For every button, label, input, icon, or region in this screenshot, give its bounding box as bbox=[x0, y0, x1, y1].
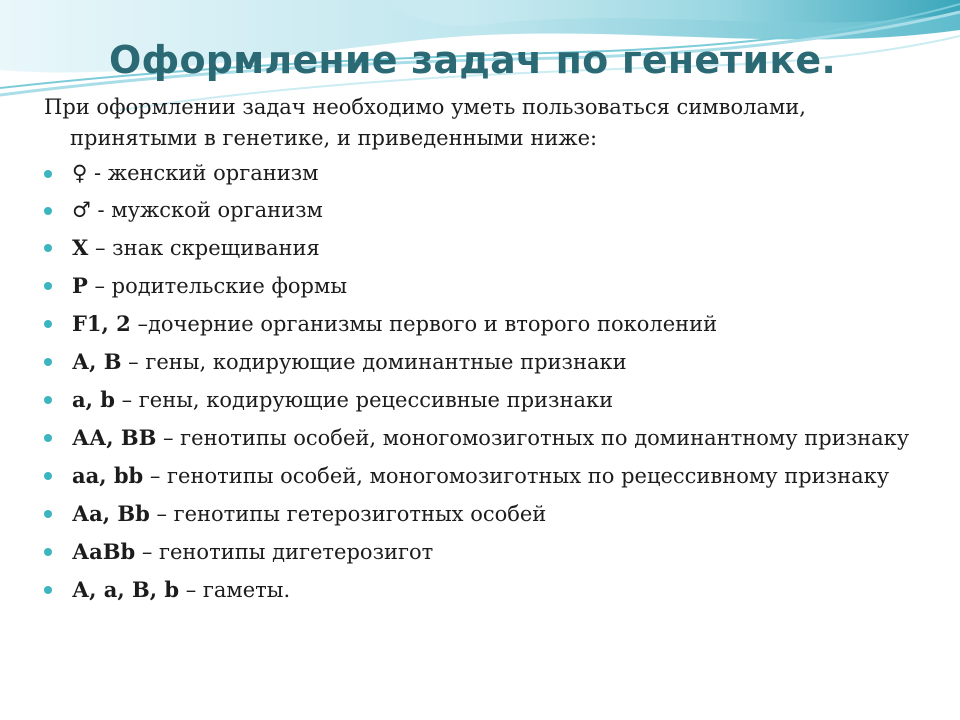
slide-content bbox=[44, 92, 924, 612]
bullet-icon bbox=[44, 207, 52, 215]
list-item bbox=[44, 232, 924, 264]
bullet-icon bbox=[44, 282, 52, 290]
item-text: –дочерние организмы первого и второго поколений bbox=[130, 312, 718, 336]
bullet-icon bbox=[44, 434, 52, 442]
item-text: - мужской организм bbox=[90, 198, 323, 222]
item-symbol: Х bbox=[72, 235, 89, 260]
bullet-icon bbox=[44, 358, 52, 366]
item-text: – родительские формы bbox=[87, 274, 348, 298]
bullet-icon bbox=[44, 170, 52, 178]
item-symbol: а, b bbox=[72, 387, 115, 412]
bullet-icon bbox=[44, 244, 52, 252]
list-item bbox=[44, 574, 924, 606]
list-item bbox=[44, 460, 924, 492]
slide-title: Оформление задач по генетике. bbox=[109, 38, 836, 82]
item-symbol: Р bbox=[72, 273, 88, 298]
bullet-icon bbox=[44, 586, 52, 594]
list-item bbox=[44, 498, 924, 530]
list-item bbox=[44, 195, 924, 226]
item-symbol: АаВb bbox=[72, 539, 136, 564]
item-text: – генотипы особей, моногомозиготных по доминантному признаку bbox=[156, 426, 910, 450]
bullet-icon bbox=[44, 548, 52, 556]
item-symbol: аа, bb bbox=[72, 463, 144, 488]
item-text: - женский организм bbox=[87, 161, 319, 185]
list-item bbox=[44, 158, 924, 189]
item-symbol: F1, 2 bbox=[72, 311, 131, 336]
list-item bbox=[44, 346, 924, 378]
item-symbol: А, а, В, b bbox=[72, 577, 180, 602]
item-text: – генотипы гетерозиготных особей bbox=[149, 502, 547, 526]
bullet-icon bbox=[44, 472, 52, 480]
item-text: – гены, кодирующие доминантные признаки bbox=[121, 350, 627, 374]
item-text: – гаметы. bbox=[179, 578, 291, 602]
symbol-list bbox=[44, 158, 924, 606]
item-symbol: ♀ bbox=[72, 161, 88, 185]
item-symbol: АА, ВВ bbox=[72, 425, 157, 450]
bullet-icon bbox=[44, 320, 52, 328]
bullet-icon bbox=[44, 396, 52, 404]
item-symbol: ♂ bbox=[72, 198, 91, 222]
list-item bbox=[44, 384, 924, 416]
list-item bbox=[44, 270, 924, 302]
item-text: – генотипы дигетерозигот bbox=[135, 540, 434, 564]
intro-paragraph: При оформлении задач необходимо уметь пользоваться символами, принятыми в генетике, и приведенными ниже: bbox=[44, 95, 806, 150]
item-text: – гены, кодирующие рецессивные признаки bbox=[114, 388, 614, 412]
list-item bbox=[44, 536, 924, 568]
item-text: – генотипы особей, моногомозиготных по рецессивному признаку bbox=[143, 464, 890, 488]
item-symbol: Аа, Вb bbox=[72, 501, 150, 526]
list-item bbox=[44, 308, 924, 340]
list-item bbox=[44, 422, 924, 454]
bullet-icon bbox=[44, 510, 52, 518]
item-text: – знак скрещивания bbox=[88, 236, 320, 260]
item-symbol: А, В bbox=[72, 349, 122, 374]
